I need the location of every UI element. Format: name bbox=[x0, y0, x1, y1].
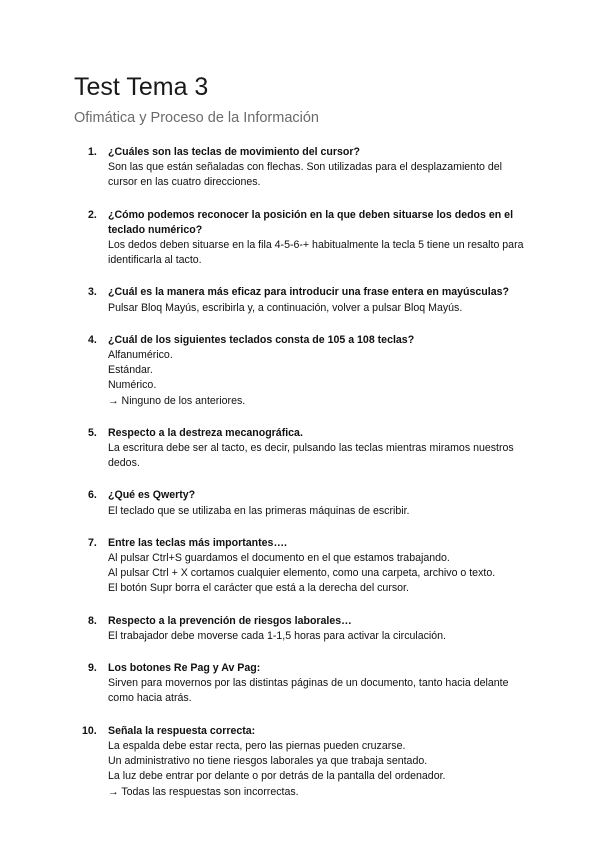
question-item bbox=[74, 285, 534, 315]
question-item bbox=[74, 614, 534, 644]
question-number: 5. bbox=[88, 426, 97, 439]
spacer bbox=[74, 409, 534, 426]
question-item bbox=[74, 536, 534, 597]
question-item bbox=[74, 333, 534, 409]
answer-option: La luz debe entrar por delante o por detrás de la pantalla del ordenador. bbox=[108, 770, 446, 783]
answer-option: Alfanumérico. bbox=[108, 349, 173, 362]
question-item bbox=[74, 661, 534, 707]
question-item bbox=[74, 426, 534, 472]
question-text: Los botones Re Pag y Av Pag: bbox=[108, 662, 261, 675]
question-text: ¿Cuál de los siguientes teclados consta de 105 a 108 teclas? bbox=[108, 333, 415, 346]
question-item bbox=[74, 724, 534, 800]
spacer bbox=[74, 191, 534, 208]
question-number: 6. bbox=[88, 489, 97, 502]
question-number: 2. bbox=[88, 208, 97, 221]
question-number: 10. bbox=[82, 724, 97, 737]
answer-option-correct: → Ninguno de los anteriores. bbox=[108, 394, 246, 407]
answer-text: El botón Supr borra el carácter que está a la derecha del cursor. bbox=[108, 582, 409, 595]
question-number: 1. bbox=[88, 146, 97, 158]
answer-text: Los dedos deben situarse en la fila 4-5-6-+ habitualmente la tecla 5 tiene un resalto para identificarla al tacto. bbox=[108, 239, 524, 267]
answer-text: Son las que están señaladas con flechas. Son utilizadas para el desplazamiento del cursor en las cuatro direcciones. bbox=[108, 161, 502, 189]
question-text: Señala la respuesta correcta: bbox=[108, 724, 256, 737]
answer-text: El trabajador debe moverse cada 1-1,5 horas para activar la circulación. bbox=[108, 629, 447, 642]
answer-text: Sirven para movernos por las distintas páginas de un documento, tanto hacia delante como hacia atrás. bbox=[108, 677, 509, 705]
question-item bbox=[74, 208, 534, 269]
question-text: Respecto a la destreza mecanográfica. bbox=[108, 426, 303, 439]
question-text: ¿Qué es Qwerty? bbox=[108, 489, 196, 502]
page-subtitle: Ofimática y Proceso de la Información bbox=[74, 110, 319, 126]
spacer bbox=[74, 316, 534, 333]
answer-text: Al pulsar Ctrl+S guardamos el documento en el que estamos trabajando. bbox=[108, 552, 450, 565]
answer-text: Pulsar Bloq Mayús, escribirla y, a continuación, volver a pulsar Bloq Mayús. bbox=[108, 301, 463, 314]
question-text: ¿Cuál es la manera más eficaz para introducir una frase entera en mayúsculas? bbox=[108, 286, 509, 299]
answer-text: Al pulsar Ctrl + X cortamos cualquier elemento, como una carpeta, archivo o texto. bbox=[108, 567, 496, 580]
question-text: Respecto a la prevención de riesgos laborales… bbox=[108, 614, 352, 627]
answer-option: Estándar. bbox=[108, 364, 153, 377]
answer-option-correct: → Todas las respuestas son incorrectas. bbox=[108, 785, 299, 798]
answer-text: La escritura debe ser al tacto, es decir, pulsando las teclas mientras miramos nuestros dedos. bbox=[108, 442, 514, 470]
question-text: Entre las teclas más importantes…. bbox=[108, 536, 287, 549]
question-list bbox=[74, 145, 534, 800]
answer-text: El teclado que se utilizaba en las primeras máquinas de escribir. bbox=[108, 504, 410, 517]
page-title: Test Tema 3 bbox=[74, 73, 209, 101]
spacer bbox=[74, 268, 534, 285]
spacer bbox=[74, 519, 534, 536]
question-number: 8. bbox=[88, 614, 97, 627]
question-number: 3. bbox=[88, 286, 97, 299]
spacer bbox=[74, 707, 534, 724]
question-item bbox=[74, 488, 534, 518]
question-number: 9. bbox=[88, 662, 97, 675]
spacer bbox=[74, 471, 534, 488]
question-text: ¿Cuáles son las teclas de movimiento del cursor? bbox=[108, 146, 360, 158]
spacer bbox=[74, 644, 534, 661]
question-item bbox=[74, 145, 534, 191]
question-number: 7. bbox=[88, 536, 97, 549]
question-number: 4. bbox=[88, 333, 97, 346]
answer-option: Numérico. bbox=[108, 379, 157, 392]
answer-option: La espalda debe estar recta, pero las piernas pueden cruzarse. bbox=[108, 739, 406, 752]
answer-option: Un administrativo no tiene riesgos laborales ya que trabaja sentado. bbox=[108, 755, 428, 768]
question-text: ¿Cómo podemos reconocer la posición en la que deben situarse los dedos en el teclado numérico? bbox=[108, 208, 514, 236]
spacer bbox=[74, 597, 534, 614]
